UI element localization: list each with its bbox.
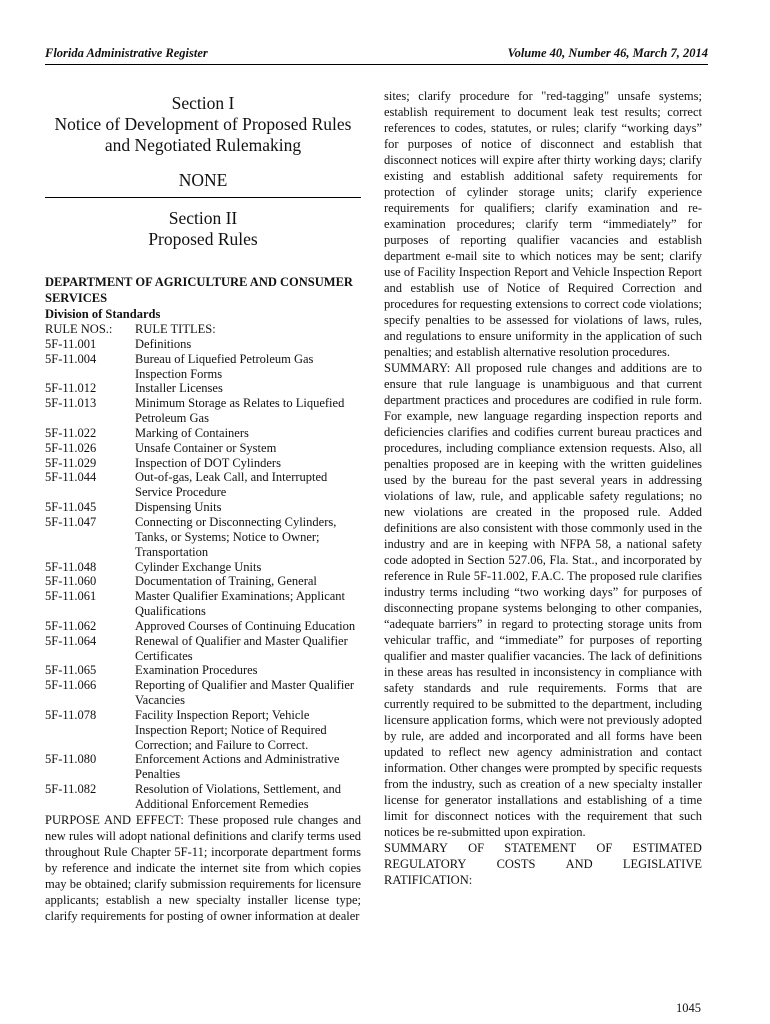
word: SUMMARY <box>384 841 448 855</box>
rule-number: 5F-11.044 <box>45 470 97 485</box>
division-name: Division of Standards <box>45 307 161 321</box>
rule-title: Definitions <box>135 336 192 351</box>
rule-number: 5F-11.004 <box>45 351 97 366</box>
rule-number: 5F-11.013 <box>45 396 97 411</box>
right-column <box>384 90 702 888</box>
rule-title: Out-of-gas, Leak Call, and Interrupted Service Procedure <box>135 470 328 500</box>
rules-table <box>45 322 361 812</box>
rule-number: 5F-11.064 <box>45 633 97 648</box>
rule-title: Unsafe Container or System <box>135 440 277 455</box>
rule-title: Master Qualifier Examinations; Applicant Qualifications <box>135 589 346 619</box>
rule-row <box>45 337 361 352</box>
section-1-none: NONE <box>178 170 228 190</box>
rule-title: Marking of Containers <box>135 425 249 440</box>
rule-number: 5F-11.022 <box>45 425 97 440</box>
rule-title: Examination Procedures <box>135 663 258 678</box>
summary-statement-line1 <box>384 840 702 856</box>
purpose-and-effect-continued: sites; clarify procedure for "red-tagging" unsafe systems; establish requirement to document leak test results; correct references to codes, statutes, or rules; clarify “working days” for purposes of notice of disconnect and establish that disconnect notices will expire after thirty working days; clarify existing and establish additional safety requirements for protection of cylinder storage units; clarify experience requirements for qualifiers; clarify examination and re-examination procedures; clarify term “immediately” for purposes of reporting qualifier vacancies and establish department e-mail site to which notices may be sent; clarify use of Facility Inspection Report and Vehicle Inspection Report and establish use of Notice of Required Correction and procedures for requesting extensions to correct code violations; specify penalties to be assessed for violations of laws, rules, and regulations to ensure uniformity in the application of such penalties; and establish alternative resolution procedures. <box>384 89 702 359</box>
rule-number: 5F-11.048 <box>45 559 97 574</box>
rules-table-header <box>45 322 361 337</box>
word: AND <box>565 857 593 871</box>
rule-title: Enforcement Actions and Administrative Penalties <box>135 752 340 782</box>
rule-row <box>45 619 361 634</box>
rule-row <box>45 663 361 678</box>
section-divider <box>45 197 361 198</box>
word: STATEMENT <box>504 841 577 855</box>
rule-number: 5F-11.026 <box>45 440 97 455</box>
section-1-title: Section I <box>171 93 235 113</box>
summary-statement-line3: RATIFICATION: <box>384 873 473 887</box>
section-1-subtitle-line2: and Negotiated Rulemaking <box>104 135 302 155</box>
rule-row <box>45 782 361 812</box>
rule-number: 5F-11.062 <box>45 618 97 633</box>
left-column <box>45 90 361 924</box>
rule-number: 5F-11.045 <box>45 500 97 515</box>
rule-row <box>45 470 361 500</box>
rule-title: Facility Inspection Report; Vehicle Inspection Report; Notice of Required Correction; and Failure to Correct. <box>135 707 327 752</box>
rule-row <box>45 441 361 456</box>
rule-title: Connecting or Disconnecting Cylinders, Tanks, or Systems; Notice to Owner; Transportation <box>135 514 337 559</box>
rule-number: 5F-11.047 <box>45 514 97 529</box>
rule-row <box>45 589 361 619</box>
rule-row <box>45 560 361 575</box>
word: COSTS <box>496 857 536 871</box>
rule-number: 5F-11.012 <box>45 381 97 396</box>
rule-row <box>45 634 361 664</box>
department-name: DEPARTMENT OF AGRICULTURE AND CONSUMER SERVICES <box>45 275 353 305</box>
word: LEGISLATIVE <box>622 857 702 871</box>
rule-title: Renewal of Qualifier and Master Qualifier Certificates <box>135 633 348 663</box>
rule-number: 5F-11.065 <box>45 663 97 678</box>
rule-title: Cylinder Exchange Units <box>135 559 262 574</box>
rule-number: 5F-11.080 <box>45 752 97 767</box>
rule-row <box>45 574 361 589</box>
publication-title: Florida Administrative Register <box>45 46 208 60</box>
rule-row <box>45 515 361 560</box>
rule-nos-header: RULE NOS.: <box>45 322 113 336</box>
section-2-title: Section II <box>168 208 238 228</box>
header-rule <box>45 64 708 65</box>
word: OF <box>596 841 613 855</box>
rule-row <box>45 500 361 515</box>
rule-title: Dispensing Units <box>135 500 222 515</box>
purpose-and-effect: PURPOSE AND EFFECT: These proposed rule changes and new rules will adopt national definitions and clarify terms used throughout Rule Chapter 5F-11; incorporate department forms by reference and indicate the internet site from which copies may be obtained; clarify submission requirements for licensure applicants; establish a new specialty installer license type; clarify requirements for posting of owner information at dealer <box>45 812 361 923</box>
rule-row <box>45 396 361 426</box>
rule-row <box>45 752 361 782</box>
rule-title: Bureau of Liquefied Petroleum Gas Inspection Forms <box>135 351 314 381</box>
rule-title: Minimum Storage as Relates to Liquefied Petroleum Gas <box>135 396 345 426</box>
rule-title: Approved Courses of Continuing Education <box>135 618 356 633</box>
rule-number: 5F-11.029 <box>45 455 97 470</box>
section-1-subtitle-line1: Notice of Development of Proposed Rules <box>54 114 352 134</box>
page-number: 1045 <box>676 1001 701 1015</box>
section-1-heading <box>45 93 361 156</box>
rule-number: 5F-11.001 <box>45 336 97 351</box>
word: REGULATORY <box>384 857 467 871</box>
rule-number: 5F-11.066 <box>45 678 97 693</box>
rule-title: Reporting of Qualifier and Master Qualifier Vacancies <box>135 678 355 708</box>
word: ESTIMATED <box>632 841 702 855</box>
rule-number: 5F-11.061 <box>45 589 97 604</box>
rule-titles-header: RULE TITLES: <box>135 322 216 336</box>
word: OF <box>468 841 485 855</box>
running-header <box>45 46 708 66</box>
rule-title: Documentation of Training, General <box>135 574 317 589</box>
rule-number: 5F-11.082 <box>45 782 97 797</box>
rule-row <box>45 708 361 753</box>
rule-row <box>45 678 361 708</box>
summary-paragraph: SUMMARY: All proposed rule changes and additions are to ensure that rule language is unambiguous and that current department practices and procedures are codified in rule form. For example, new language regarding inspection reports and deficiencies clarifies and codifies current bureau practices and procedures, including compliance extension requests. Also, all penalties proposed are in keeping with the written guidelines used by the bureau for the past several years in addressing violations of law, rule, and applicable safety regulations; no new violations are created in the proposed rule. Added definitions are also consistent with those commonly used in the industry and are in keeping with NFPA 58, a national safety code adopted in Section 527.06, Fla. Stat., and incorporated by reference in Rule 5F-11.002, F.A.C. The proposed rule clarifies industry terms including “two working days” for purposes of disconnecting propane systems belonging to other companies, “adequate barriers” in regard to protecting storage units from vehicular traffic, and “immediate” for purposes of reporting qualifier and master qualifier vacancies. The lack of definitions in these areas has resulted in inconsistency in compliance with safety standards and rule requirements. Forms that are currently required to be submitted to the department, including licensure application forms, which were not previously adopted by rule, are added and incorporated and all forms have been updated to reflect new agency administration and contact information. Other changes were prompted by specific requests from the industry, such as creation of a new specialty installer license for generator installations and establishing of a time limit for disconnect notices with the requirement that such notices be re-submitted upon expiration. <box>384 361 702 839</box>
rule-title: Installer Licenses <box>135 381 223 396</box>
rule-row <box>45 456 361 471</box>
rule-number: 5F-11.060 <box>45 574 97 589</box>
volume-issue-date: Volume 40, Number 46, March 7, 2014 <box>507 46 708 60</box>
rule-title: Inspection of DOT Cylinders <box>135 455 281 470</box>
summary-statement-line2 <box>384 856 702 872</box>
rule-row <box>45 352 361 382</box>
section-2-subtitle: Proposed Rules <box>148 229 258 249</box>
rule-row <box>45 426 361 441</box>
section-2-heading <box>45 208 361 250</box>
rule-row <box>45 381 361 396</box>
rule-title: Resolution of Violations, Settlement, and Additional Enforcement Remedies <box>135 782 341 811</box>
rule-number: 5F-11.078 <box>45 707 97 722</box>
